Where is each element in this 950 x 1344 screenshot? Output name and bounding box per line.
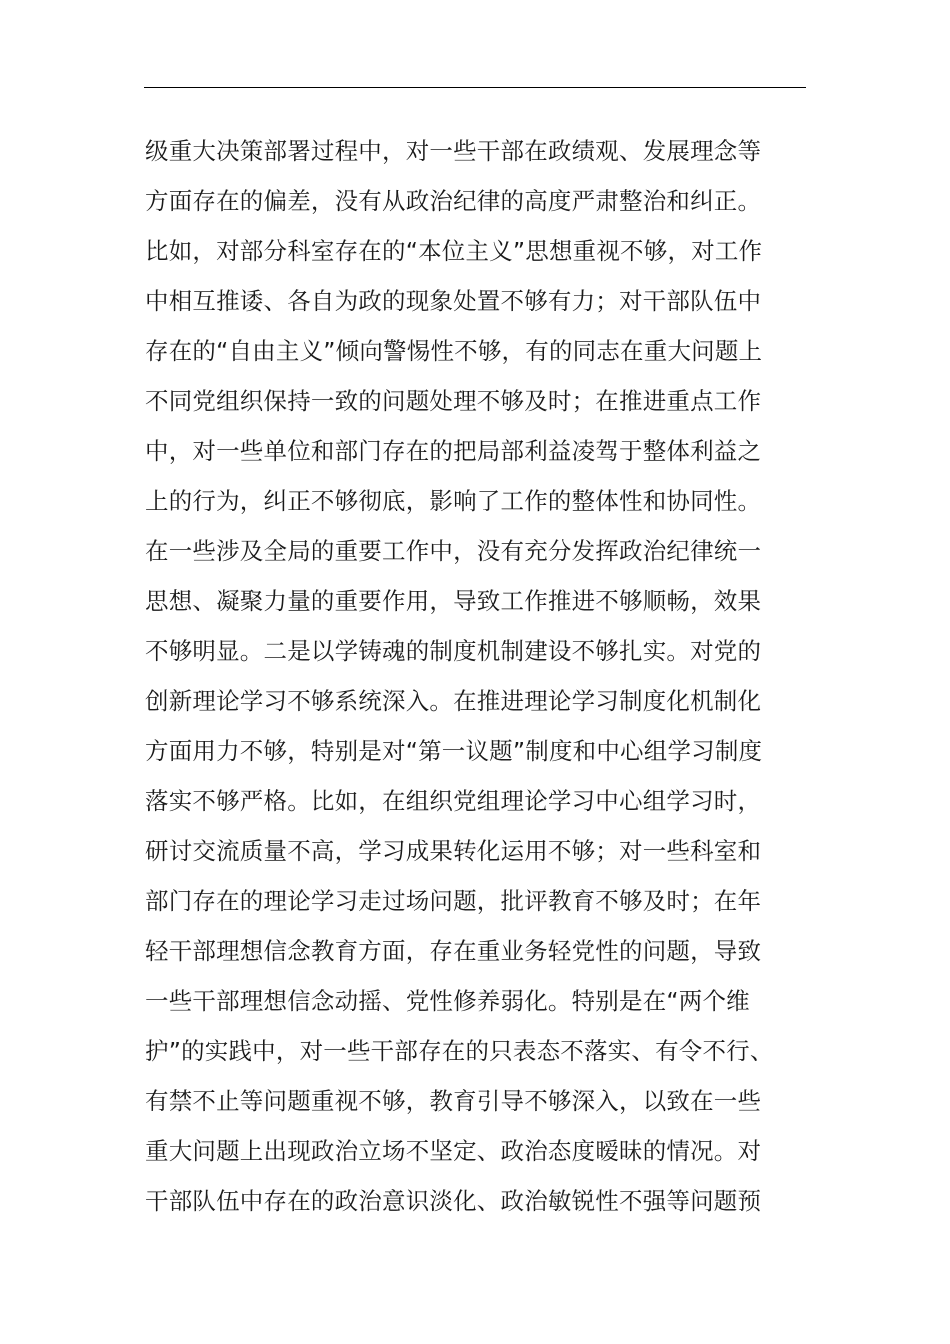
text-line: 不同党组织保持一致的问题处理不够及时；在推进重点工作 xyxy=(145,387,762,415)
text-line: 中，对一些单位和部门存在的把局部利益凌驾于整体利益之 xyxy=(145,437,762,465)
text-line: 干部队伍中存在的政治意识淡化、政治敏锐性不强等问题预 xyxy=(145,1187,762,1215)
text-line: 研讨交流质量不高，学习成果转化运用不够；对一些科室和 xyxy=(145,837,762,865)
text-line: 一些干部理想信念动摇、党性修养弱化。特别是在“两个维 xyxy=(145,987,750,1015)
text-line: 比如，对部分科室存在的“本位主义”思想重视不够，对工作 xyxy=(145,237,763,265)
text-line: 在一些涉及全局的重要工作中，没有充分发挥政治纪律统一 xyxy=(145,537,762,565)
text-line: 重大问题上出现政治立场不坚定、政治态度暧昧的情况。对 xyxy=(145,1137,762,1165)
text-line: 不够明显。二是以学铸魂的制度机制建设不够扎实。对党的 xyxy=(145,637,762,665)
text-line: 存在的“自由主义”倾向警惕性不够，有的同志在重大问题上 xyxy=(145,337,763,365)
text-line: 方面存在的偏差，没有从政治纪律的高度严肃整治和纠正。 xyxy=(145,187,762,215)
text-line: 上的行为，纠正不够彻底，影响了工作的整体性和协同性。 xyxy=(145,487,762,515)
text-line: 方面用力不够，特别是对“第一议题”制度和中心组学习制度 xyxy=(145,737,763,765)
text-line: 创新理论学习不够系统深入。在推进理论学习制度化机制化 xyxy=(145,687,762,715)
text-line: 部门存在的理论学习走过场问题，批评教育不够及时；在年 xyxy=(145,887,762,915)
text-line: 思想、凝聚力量的重要作用，导致工作推进不够顺畅，效果 xyxy=(145,587,762,615)
text-line: 落实不够严格。比如，在组织党组理论学习中心组学习时， xyxy=(145,787,762,815)
body-text xyxy=(145,126,815,1226)
text-line: 有禁不止等问题重视不够，教育引导不够深入，以致在一些 xyxy=(145,1087,762,1115)
text-line: 护”的实践中，对一些干部存在的只表态不落实、有令不行、 xyxy=(145,1037,774,1065)
text-line: 级重大决策部署过程中，对一些干部在政绩观、发展理念等 xyxy=(145,137,762,165)
text-line: 轻干部理想信念教育方面，存在重业务轻党性的问题，导致 xyxy=(145,937,762,965)
header-rule xyxy=(144,87,806,88)
text-line: 中相互推诿、各自为政的现象处置不够有力；对干部队伍中 xyxy=(145,287,762,315)
